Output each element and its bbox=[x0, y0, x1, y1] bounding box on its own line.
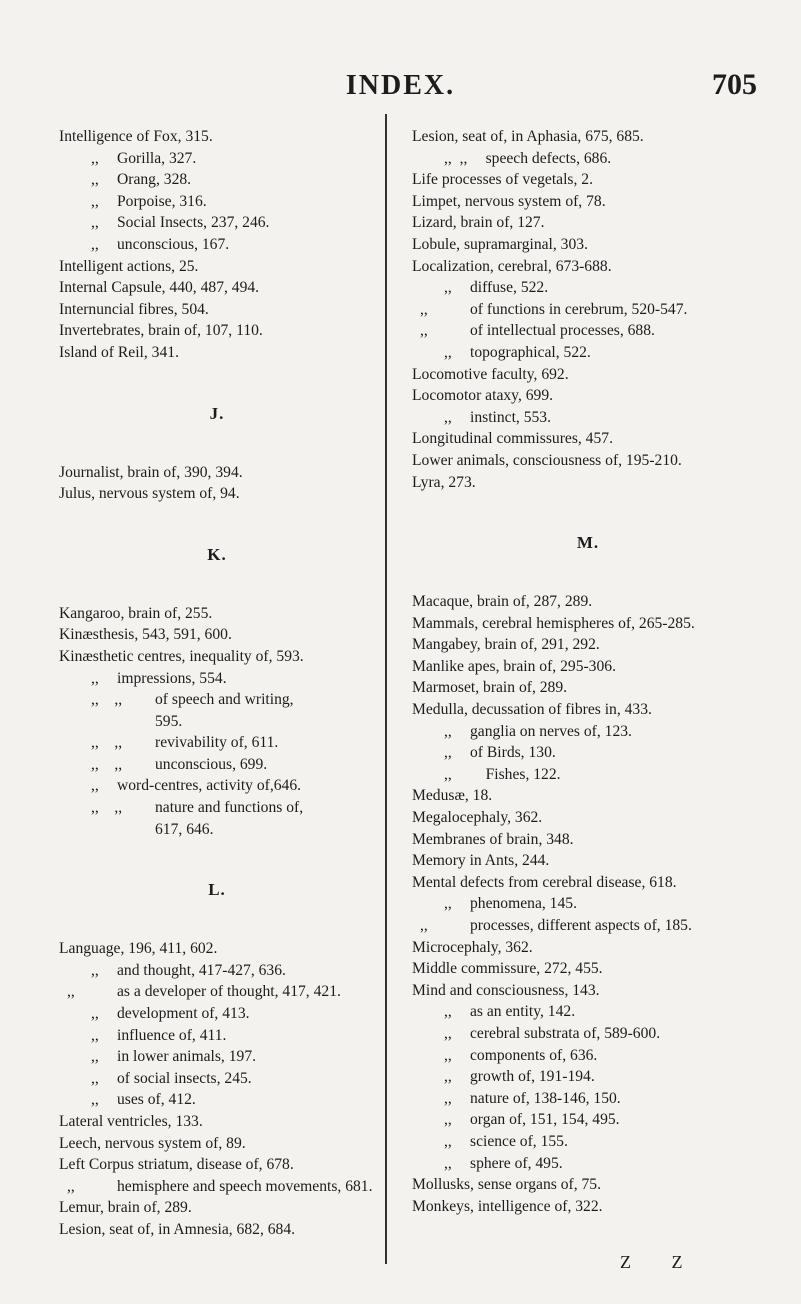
ditto-mark: ,, bbox=[444, 1003, 452, 1021]
index-entry: Monkeys, intelligence of, 322. bbox=[412, 1197, 603, 1215]
index-entry: Longitudinal commissures, 457. bbox=[412, 430, 613, 448]
ditto-mark: ,, bbox=[91, 192, 99, 210]
index-subentry: ,, hemisphere and speech movements, 681. bbox=[59, 1176, 375, 1198]
index-entry: Mammals, cerebral hemispheres of, 265-285. bbox=[412, 614, 695, 632]
index-entry: Internuncial fibres, 504. bbox=[59, 300, 209, 318]
index-entry: Life processes of vegetals, 2. bbox=[412, 171, 593, 189]
index-subentry: ,, word-centres, activity of,646. bbox=[59, 775, 375, 797]
ditto-mark: ,, bbox=[91, 149, 99, 167]
index-subentry: ,, organ of, 151, 154, 495. bbox=[412, 1109, 764, 1131]
left-column bbox=[59, 126, 375, 1241]
index-entry: Island of Reil, 341. bbox=[59, 343, 179, 361]
index-subentry: ,, science of, 155. bbox=[412, 1131, 764, 1153]
index-subentry: ,, Fishes, 122. bbox=[412, 764, 764, 786]
ditto-mark: ,, bbox=[91, 1005, 99, 1023]
index-entry: Middle commissure, 272, 455. bbox=[412, 960, 603, 978]
index-entry: Intelligence of Fox, 315. bbox=[59, 128, 213, 145]
ditto-mark: ,, bbox=[444, 408, 452, 426]
ditto-mark: ,, ,, bbox=[444, 149, 468, 167]
ditto-mark: ,, bbox=[91, 777, 99, 795]
index-subentry: ,, of functions in cerebrum, 520-547. bbox=[412, 299, 764, 321]
ditto-mark: ,, bbox=[91, 1069, 99, 1087]
ditto-mark: ,, ,, bbox=[91, 734, 123, 752]
index-subentry: ,, components of, 636. bbox=[412, 1045, 764, 1067]
column-divider bbox=[385, 114, 387, 1264]
index-subentry: ,, influence of, 411. bbox=[59, 1025, 375, 1047]
index-subentry: ,, sphere of, 495. bbox=[412, 1153, 764, 1175]
ditto-mark: ,, bbox=[420, 917, 428, 934]
signature-mark: Z Z bbox=[620, 1252, 701, 1272]
ditto-mark: ,, bbox=[91, 171, 99, 189]
index-subsubentry: ,, ,, of speech and writing, 595. bbox=[91, 691, 294, 730]
index-entry: Medusæ, 18. bbox=[412, 787, 493, 805]
ditto-mark: ,, ,, bbox=[91, 755, 123, 773]
index-subentry: ,, of social insects, 245. bbox=[59, 1068, 375, 1090]
index-entry: Lesion, seat of, in Aphasia, 675, 685. bbox=[412, 128, 644, 145]
index-subentry: ,, Gorilla, 327. bbox=[59, 148, 375, 170]
ditto-mark: ,, bbox=[444, 1046, 452, 1064]
ditto-mark: ,, bbox=[91, 235, 99, 253]
ditto-mark: ,, bbox=[67, 1177, 75, 1195]
index-entry: Lateral ventricles, 133. bbox=[59, 1113, 203, 1130]
index-entry: Locomotor ataxy, 699. bbox=[412, 387, 554, 405]
ditto-mark: ,, bbox=[91, 214, 99, 232]
index-entry: Invertebrates, brain of, 107, 110. bbox=[59, 322, 263, 340]
index-subentry: ,, unconscious, 167. bbox=[59, 234, 375, 256]
index-subentry: ,, nature of, 138-146, 150. bbox=[412, 1088, 764, 1110]
index-entry: Locomotive faculty, 692. bbox=[412, 365, 569, 383]
index-entry: Mind and consciousness, 143. bbox=[412, 981, 600, 999]
ditto-mark: ,, bbox=[444, 1089, 452, 1107]
ditto-mark: ,, bbox=[444, 722, 452, 740]
index-subentry: ,, of intellectual processes, 688. bbox=[412, 320, 764, 342]
ditto-mark: ,, bbox=[444, 1132, 452, 1150]
index-subsubentry: ,, ,, revivability of, 611. bbox=[59, 732, 375, 754]
index-subentry: ,, ,, speech defects, 686. bbox=[412, 148, 764, 170]
index-subentry: ,, Social Insects, 237, 246. bbox=[59, 212, 375, 234]
ditto-mark: ,, bbox=[444, 744, 452, 762]
index-entry: Macaque, brain of, 287, 289. bbox=[412, 593, 593, 611]
index-subentry: ,, in lower animals, 197. bbox=[59, 1046, 375, 1068]
index-entry: Limpet, nervous system of, 78. bbox=[412, 192, 606, 210]
index-entry: Lesion, seat of, in Amnesia, 682, 684. bbox=[59, 1220, 296, 1238]
index-entry: Journalist, brain of, 390, 394. bbox=[59, 463, 243, 481]
right-column bbox=[412, 126, 764, 1217]
ditto-mark: ,, bbox=[444, 1024, 452, 1042]
ditto-mark: ,, ,, bbox=[91, 799, 123, 817]
ditto-mark: ,, ,, bbox=[91, 691, 123, 709]
index-subentry: ,, uses of, 412. bbox=[59, 1089, 375, 1111]
index-entry: Kinæsthesis, 543, 591, 600. bbox=[59, 626, 232, 644]
index-subentry: ,, impressions, 554. bbox=[59, 668, 375, 690]
ditto-mark: ,, bbox=[67, 983, 75, 1001]
index-subsubentry: ,, ,, nature and functions of, 617, 646. bbox=[91, 799, 304, 838]
index-entry: Lizard, brain of, 127. bbox=[412, 214, 545, 232]
ditto-mark: ,, bbox=[444, 1068, 452, 1086]
index-subsubentry: ,, ,, unconscious, 699. bbox=[59, 754, 375, 776]
index-entry: Leech, nervous system of, 89. bbox=[59, 1134, 246, 1152]
index-subentry: ,, Orang, 328. bbox=[59, 169, 375, 191]
ditto-mark: ,, bbox=[444, 765, 452, 783]
section-letter-j: J. bbox=[209, 403, 225, 423]
index-subentry: ,, and thought, 417-427, 636. bbox=[59, 960, 375, 982]
index-entry: Internal Capsule, 440, 487, 494. bbox=[59, 279, 260, 297]
index-entry: Kangaroo, brain of, 255. bbox=[59, 604, 213, 622]
section-letter-l: L. bbox=[208, 880, 226, 900]
page-title: INDEX. bbox=[345, 70, 456, 101]
ditto-mark: ,, bbox=[444, 895, 452, 913]
index-entry: Language, 196, 411, 602. bbox=[59, 940, 218, 958]
index-entry: Lemur, brain of, 289. bbox=[59, 1199, 192, 1217]
ditto-mark: ,, bbox=[420, 300, 428, 318]
index-entry: Mangabey, brain of, 291, 292. bbox=[412, 636, 600, 654]
ditto-mark: ,, bbox=[444, 279, 452, 297]
ditto-mark: ,, bbox=[444, 343, 452, 361]
index-entry: Kinæsthetic centres, inequality of, 593. bbox=[59, 647, 304, 665]
ditto-mark: ,, bbox=[444, 1111, 452, 1129]
section-letter-m: M. bbox=[576, 533, 600, 553]
ditto-mark: ,, bbox=[91, 1026, 99, 1044]
index-entry: Lobule, supramarginal, 303. bbox=[412, 235, 588, 253]
index-subentry: ,, of Birds, 130. bbox=[412, 742, 764, 764]
index-entry: Mental defects from cerebral disease, 618. bbox=[412, 873, 677, 891]
index-entry: Lower animals, consciousness of, 195-210. bbox=[412, 451, 682, 469]
index-subentry: ,, development of, 413. bbox=[59, 1003, 375, 1025]
index-entry: Megalocephaly, 362. bbox=[412, 809, 543, 827]
ditto-mark: ,, bbox=[91, 1048, 99, 1066]
index-subentry: ,, diffuse, 522. bbox=[412, 277, 764, 299]
index-entry: Localization, cerebral, 673-688. bbox=[412, 257, 612, 275]
index-subentry: ,, Porpoise, 316. bbox=[59, 191, 375, 213]
index-subentry: ,, as an entity, 142. bbox=[412, 1001, 764, 1023]
ditto-mark: ,, bbox=[91, 961, 99, 979]
index-subentry: ,, cerebral substrata of, 589-600. bbox=[412, 1023, 764, 1045]
index-entry: Membranes of brain, 348. bbox=[412, 830, 574, 848]
page-number: 705 bbox=[712, 68, 757, 101]
index-subentry: ,, processes, different aspects of, 185. bbox=[412, 915, 764, 937]
index-entry: Memory in Ants, 244. bbox=[412, 852, 550, 870]
index-subentry: ,, instinct, 553. bbox=[412, 407, 764, 429]
ditto-mark: ,, bbox=[420, 322, 428, 340]
index-entry: Julus, nervous system of, 94. bbox=[59, 485, 240, 503]
index-subentry: ,, growth of, 191-194. bbox=[412, 1066, 764, 1088]
index-subentry: ,, topographical, 522. bbox=[412, 342, 764, 364]
section-letter-k: K. bbox=[207, 544, 227, 564]
ditto-mark: ,, bbox=[91, 1091, 99, 1109]
index-entry: Marmoset, brain of, 289. bbox=[412, 679, 568, 697]
index-entry: Mollusks, sense organs of, 75. bbox=[412, 1176, 601, 1194]
index-entry: Left Corpus striatum, disease of, 678. bbox=[59, 1156, 294, 1174]
index-entry: Medulla, decussation of fibres in, 433. bbox=[412, 701, 652, 719]
ditto-mark: ,, bbox=[91, 669, 99, 687]
index-entry: Lyra, 273. bbox=[412, 473, 476, 491]
index-subentry: ,, phenomena, 145. bbox=[412, 893, 764, 915]
index-entry: Manlike apes, brain of, 295-306. bbox=[412, 657, 616, 675]
index-subentry: ,, as a developer of thought, 417, 421. bbox=[59, 981, 375, 1003]
index-entry: Intelligent actions, 25. bbox=[59, 257, 199, 275]
index-subentry: ,, ganglia on nerves of, 123. bbox=[412, 721, 764, 743]
index-entry: Microcephaly, 362. bbox=[412, 938, 533, 956]
ditto-mark: ,, bbox=[444, 1154, 452, 1172]
